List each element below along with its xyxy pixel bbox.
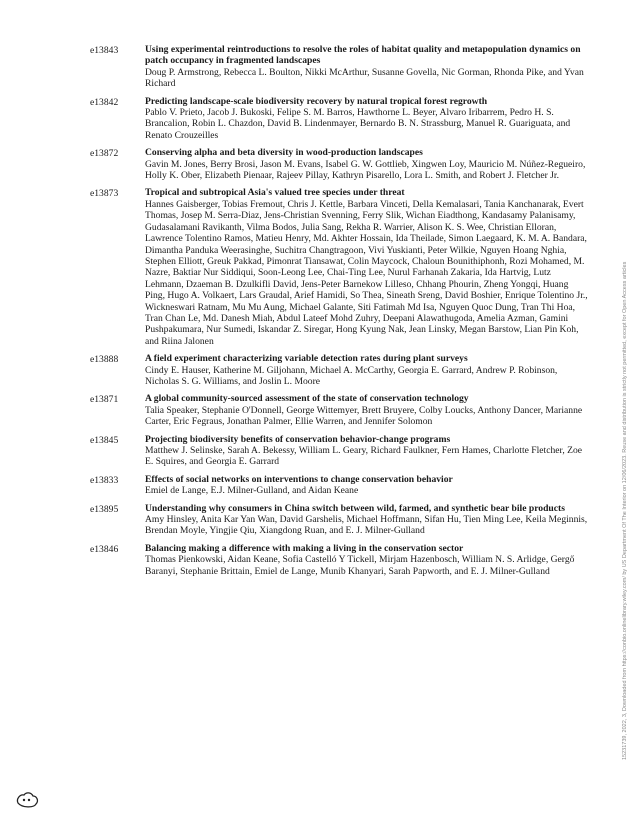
- article-id: e13895: [90, 503, 119, 515]
- entry-body: [145, 44, 590, 90]
- list-item: [90, 474, 590, 497]
- list-item: [90, 96, 590, 142]
- article-authors: Thomas Pienkowski, Aidan Keane, Sofia Castelló Y Tickell, Mirjam Hazenbosch, William N. S. Arlidge, Gergő Baranyi, Stephanie Brittain, Emiel de Lange, Munib Khanyari, Sarah Papworth, and E. J. Milner-Gulland: [145, 554, 575, 577]
- entry-body: [145, 474, 590, 497]
- article-id: e13843: [90, 45, 119, 56]
- article-title[interactable]: Understanding why consumers in China switch between wild, farmed, and synthetic bear bile products: [145, 502, 565, 514]
- article-id: e13871: [90, 394, 119, 406]
- article-id: e13872: [90, 148, 119, 160]
- article-authors: Pablo V. Prieto, Jacob J. Bukoski, Felipe S. M. Barros, Hawthorne L. Beyer, Alvaro Iribarrem, Pedro H. S. Brancalion, Robin L. Chazdon, David B. Lindenmayer, Bernardo B. N. Strassburg, Manuel R. Guariguata, and Renato Crouzeilles: [145, 107, 571, 141]
- article-title[interactable]: Projecting biodiversity benefits of conservation behavior-change programs: [145, 433, 451, 445]
- article-title[interactable]: A field experiment characterizing variable detection rates during plant surveys: [145, 353, 468, 365]
- list-item: [90, 147, 590, 181]
- article-title[interactable]: Balancing making a difference with making a living in the conservation sector: [145, 542, 464, 554]
- entry-body: [145, 96, 590, 142]
- entry-body: [145, 147, 590, 181]
- article-authors: Hannes Gaisberger, Tobias Fremout, Chris J. Kettle, Barbara Vinceti, Della Kemalasari, Tania Kanchanarak, Evert Thomas, Josep M. Serra-Diaz, Jens-Christian Svenning, Ferry Slik, Wichan Eiadthong, Kandasamy Palanisamy, Gudasalamani Ravikanth, Vilma Bodos, Julia Sang, Rekha R. Warrier, Alison K. S. Wee, Christian Elloran, Lawrence Tolentino Ramos, Matieu Henry, Md. Akhter Hossain, Ida Theilade, Simon Laegaard, K. M. A. Bandara, Dimantha Panduka Weerasinghe, Suchitra Changtragoon, Vivi Yuskianti, Peter Wilkie, Nguyen Hoang Nghia, Stephen Elliott, Greuk Pakkad, Pimonrat Tiansawat, Colin Maycock, Chaloun Bounithiphonh, Rozi Mohamed, M. Nazre, Baktiar Nur Siddiqui, Soon-Leong Lee, Chai-Ting Lee, Nurul Farhanah Zakaria, Ida Hartvig, Lutz Lehmann, Dzaeman B. Dzulkifli David, Jens-Peter Barnekow Lilleso, Chhang Phourin, Zheng Yongqi, Huang Ping, Hugo A. Volkaert, Lars Graudal, Arief Hamidi, So Thea, Sineath Sreng, David Boshier, Enrique Tolentino Jr., Wickneswari Ratnam, Mu Mu Aung, Michael Galante, Siti Fatimah Md Isa, Nguyen Quoc Dung, Tran Thi Hoa, Tran Chan Le, Md. Danesh Miah, Abdul Lateef Mohd Zuhry, Deepani Alawathugoda, Amelia Azman, Gamini Pushpakumara, Nur Sumedi, Iskandar Z. Siregar, Hong Kyung Nak, Jean Linsky, Megan Barstow, Lian Pin Koh, and Riina Jalonen: [145, 198, 588, 347]
- article-title[interactable]: A global community-sourced assessment of the state of conservation technology: [145, 393, 469, 405]
- list-item: [90, 44, 590, 90]
- article-authors: Emiel de Lange, E.J. Milner-Gulland, and Aidan Keane: [145, 485, 359, 497]
- article-id: e13846: [90, 543, 119, 555]
- entry-body: [145, 187, 590, 347]
- article-title[interactable]: Effects of social networks on interventions to change conservation behavior: [145, 473, 453, 485]
- entry-body: [145, 434, 590, 468]
- list-item: [90, 187, 590, 347]
- article-authors: Gavin M. Jones, Berry Brosi, Jason M. Evans, Isabel G. W. Gottlieb, Xingwen Loy, Mauricio M. Núñez-Regueiro, Holly K. Ober, Elizabeth Pienaar, Rajeev Pillay, Kathryn Pisarello, Lora L. Smith, and Robert J. Fletcher Jr.: [145, 158, 586, 182]
- list-item: [90, 503, 590, 537]
- article-authors: Cindy E. Hauser, Katherine M. Giljohann, Michael A. McCarthy, Georgia E. Garrard, Andrew P. Robinson, Nicholas S. G. Williams, and Joslin L. Moore: [145, 364, 558, 387]
- list-item: [90, 434, 590, 468]
- contents-list: [90, 44, 590, 583]
- list-item: [90, 353, 590, 387]
- entry-body: [145, 503, 590, 537]
- list-item: [90, 543, 590, 577]
- entry-body: [145, 543, 590, 577]
- open-access-icon: [14, 790, 40, 810]
- article-id: e13833: [90, 474, 119, 486]
- article-id: e13845: [90, 434, 119, 446]
- article-title[interactable]: Using experimental reintroductions to resolve the roles of habitat quality and metapopulation dynamics on patch occupancy in fragmented landscapes: [145, 44, 581, 67]
- article-authors: Matthew J. Selinske, Sarah A. Bekessy, William L. Geary, Richard Faulkner, Fern Hames, Charlotte Fletcher, Zoe E. Squires, and Georgia E. Garrard: [145, 445, 583, 468]
- list-item: [90, 393, 590, 427]
- article-authors: Talia Speaker, Stephanie O'Donnell, George Wittemyer, Brett Bruyere, Colby Loucks, Anthony Dancer, Marianne Carter, Eric Fegraus, Jonathan Palmer, Ellie Warren, and Jennifer Solomon: [145, 404, 583, 428]
- article-authors: Doug P. Armstrong, Rebecca L. Boulton, Nikki McArthur, Susanne Govella, Nic Gorman, Rhonda Pike, and Yvan Richard: [145, 66, 584, 90]
- article-title[interactable]: Predicting landscape-scale biodiversity recovery by natural tropical forest regrowth: [145, 95, 488, 107]
- entry-body: [145, 393, 590, 427]
- entry-body: [145, 353, 590, 387]
- article-title[interactable]: Tropical and subtropical Asia's valued tree species under threat: [145, 187, 405, 199]
- article-id: e13873: [90, 188, 119, 200]
- article-id: e13842: [90, 96, 119, 108]
- article-id: e13888: [90, 354, 119, 366]
- download-side-note: 15231739, 2022, 3, Downloaded from https://conbio.onlinelibrary.wiley.com/ by US Department Of The Interior on 12/06/2023. Reuse and distribution is strictly not permitted, except for Open Access articles: [622, 261, 628, 760]
- article-authors: Amy Hinsley, Anita Kar Yan Wan, David Garshelis, Michael Hoffmann, Sifan Hu, Tien Ming Lee, Keila Meginnis, Brendan Moyle, Yingjie Qiu, Xiangdong Ruan, and E. J. Milner-Gulland: [145, 514, 588, 537]
- article-title[interactable]: Conserving alpha and beta diversity in wood-production landscapes: [145, 147, 423, 159]
